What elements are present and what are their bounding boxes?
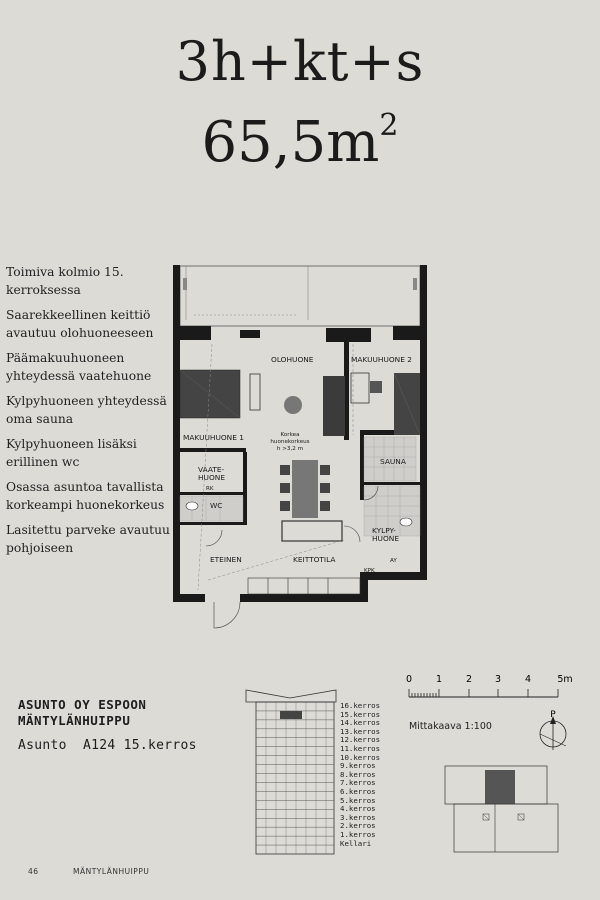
floor-label: 7.kerros: [340, 778, 376, 788]
room-label-ay: AY: [390, 558, 397, 564]
wardrobe: [250, 374, 260, 410]
bathroom-toilet: [400, 518, 412, 526]
room-label-eteinen: ETEINEN: [210, 555, 242, 564]
floor-list: [340, 702, 380, 848]
highlighted-floor-marker: [280, 711, 302, 719]
room-label-sauna: SAUNA: [380, 457, 406, 466]
feature-item: Lasitettu parveke avautuu pohjoiseen: [6, 523, 170, 555]
housing-company: [18, 697, 146, 729]
feature-item: Toimiva kolmio 15. kerroksessa: [6, 265, 124, 297]
apartment-area-title: [0, 108, 600, 175]
bed-master: [180, 370, 240, 418]
area-exponent: 2: [379, 108, 399, 143]
floor-label: 16.kerros: [340, 701, 381, 710]
room-label-olohuone: OLOHUONE: [271, 355, 314, 364]
key-map-highlight: [485, 770, 515, 804]
room-label-kylpyhuone-1: KYLPY-: [372, 526, 396, 535]
feature-item: Päämakuuhuoneen yhteydessä vaatehuone: [6, 351, 152, 383]
floor-label: 1.kerros: [340, 829, 376, 839]
room-label-wc: WC: [210, 501, 223, 510]
rug-table: [284, 396, 302, 414]
room-label-rk: RK: [206, 486, 214, 492]
floor-label: 15.kerros: [340, 709, 381, 719]
kitchen-counter: [248, 578, 360, 594]
room-label-kylpyhuone-2: HUONE: [372, 534, 399, 543]
scale-tick-label: 5m: [557, 674, 573, 685]
room-label-vaatehuone-1: VAATE-: [198, 465, 225, 474]
company-name-line-1: ASUNTO OY ESPOON: [18, 697, 147, 712]
room-label-makuuhuone-2: MAKUUHUONE 2: [351, 355, 412, 364]
scale-label: Mittakaava 1:100: [409, 721, 492, 732]
scale-tick-label: 3: [494, 674, 502, 685]
floor-label: 13.kerros: [340, 726, 381, 736]
sofa: [323, 376, 345, 436]
north-label: P: [550, 710, 556, 720]
bed-second: [394, 373, 420, 435]
floor-label: 3.kerros: [340, 812, 376, 822]
dining-table: [280, 460, 330, 518]
scale-tick-label: 1: [435, 674, 443, 685]
site-key-map: [440, 762, 565, 857]
floor-label: 2.kerros: [340, 821, 376, 831]
feature-item: Osassa asuntoa tavallista korkeampi huonekorkeus: [6, 480, 165, 512]
footer-title: MÄNTYLÄNHUIPPU: [73, 867, 150, 876]
feature-item: Kylpyhuoneen lisäksi erillinen wc: [6, 437, 137, 469]
floor-label: 8.kerros: [340, 769, 376, 779]
floor-label: 14.kerros: [340, 718, 381, 728]
apartment-type-title: 3h+kt+s: [175, 30, 425, 93]
floor-label: 6.kerros: [340, 786, 376, 796]
room-label-makuuhuone-1: MAKUUHUONE 1: [183, 433, 244, 442]
height-note-line-1: Korkea: [280, 432, 300, 438]
floor-label: 5.kerros: [340, 795, 376, 805]
north-arrow-icon: [540, 710, 566, 750]
company-name-line-2: MÄNTYLÄNHUIPPU: [18, 713, 131, 728]
feature-list: [6, 264, 171, 565]
area-value: 65,5m: [201, 110, 380, 175]
desk: [351, 373, 382, 403]
room-label-keittotila: KEITTOTILA: [293, 555, 336, 564]
wc-toilet: [186, 502, 198, 510]
apartment-id: Asunto A124 15.kerros: [18, 738, 197, 753]
feature-item: Kylpyhuoneen yhteydessä oma sauna: [6, 394, 167, 426]
building-section: [240, 688, 340, 858]
scale-tick-label: 2: [465, 674, 473, 685]
room-label-kpk: KPK: [364, 568, 375, 574]
scale-tick-label: 0: [405, 674, 413, 685]
scale-bar: [400, 672, 580, 752]
feature-item: Saarekkeellinen keittiö avautuu olohuoneeseen: [6, 308, 154, 340]
floor-label: 9.kerros: [340, 761, 376, 771]
floor-label: 11.kerros: [340, 743, 381, 753]
floor-plan: [168, 260, 433, 635]
floor-label: 10.kerros: [340, 752, 381, 762]
floor-label: 12.kerros: [340, 735, 381, 745]
floor-label: Kellari: [340, 838, 372, 848]
height-note-line-3: h >3,2 m: [276, 446, 304, 452]
page-number: 46: [28, 867, 39, 876]
kitchen-island: [282, 521, 342, 541]
floor-label: 4.kerros: [340, 804, 376, 814]
height-note-line-2: huonekorkeus: [270, 439, 310, 445]
room-label-vaatehuone-2: HUONE: [198, 473, 225, 482]
scale-tick-label: 4: [524, 674, 532, 685]
balcony: [180, 266, 420, 326]
